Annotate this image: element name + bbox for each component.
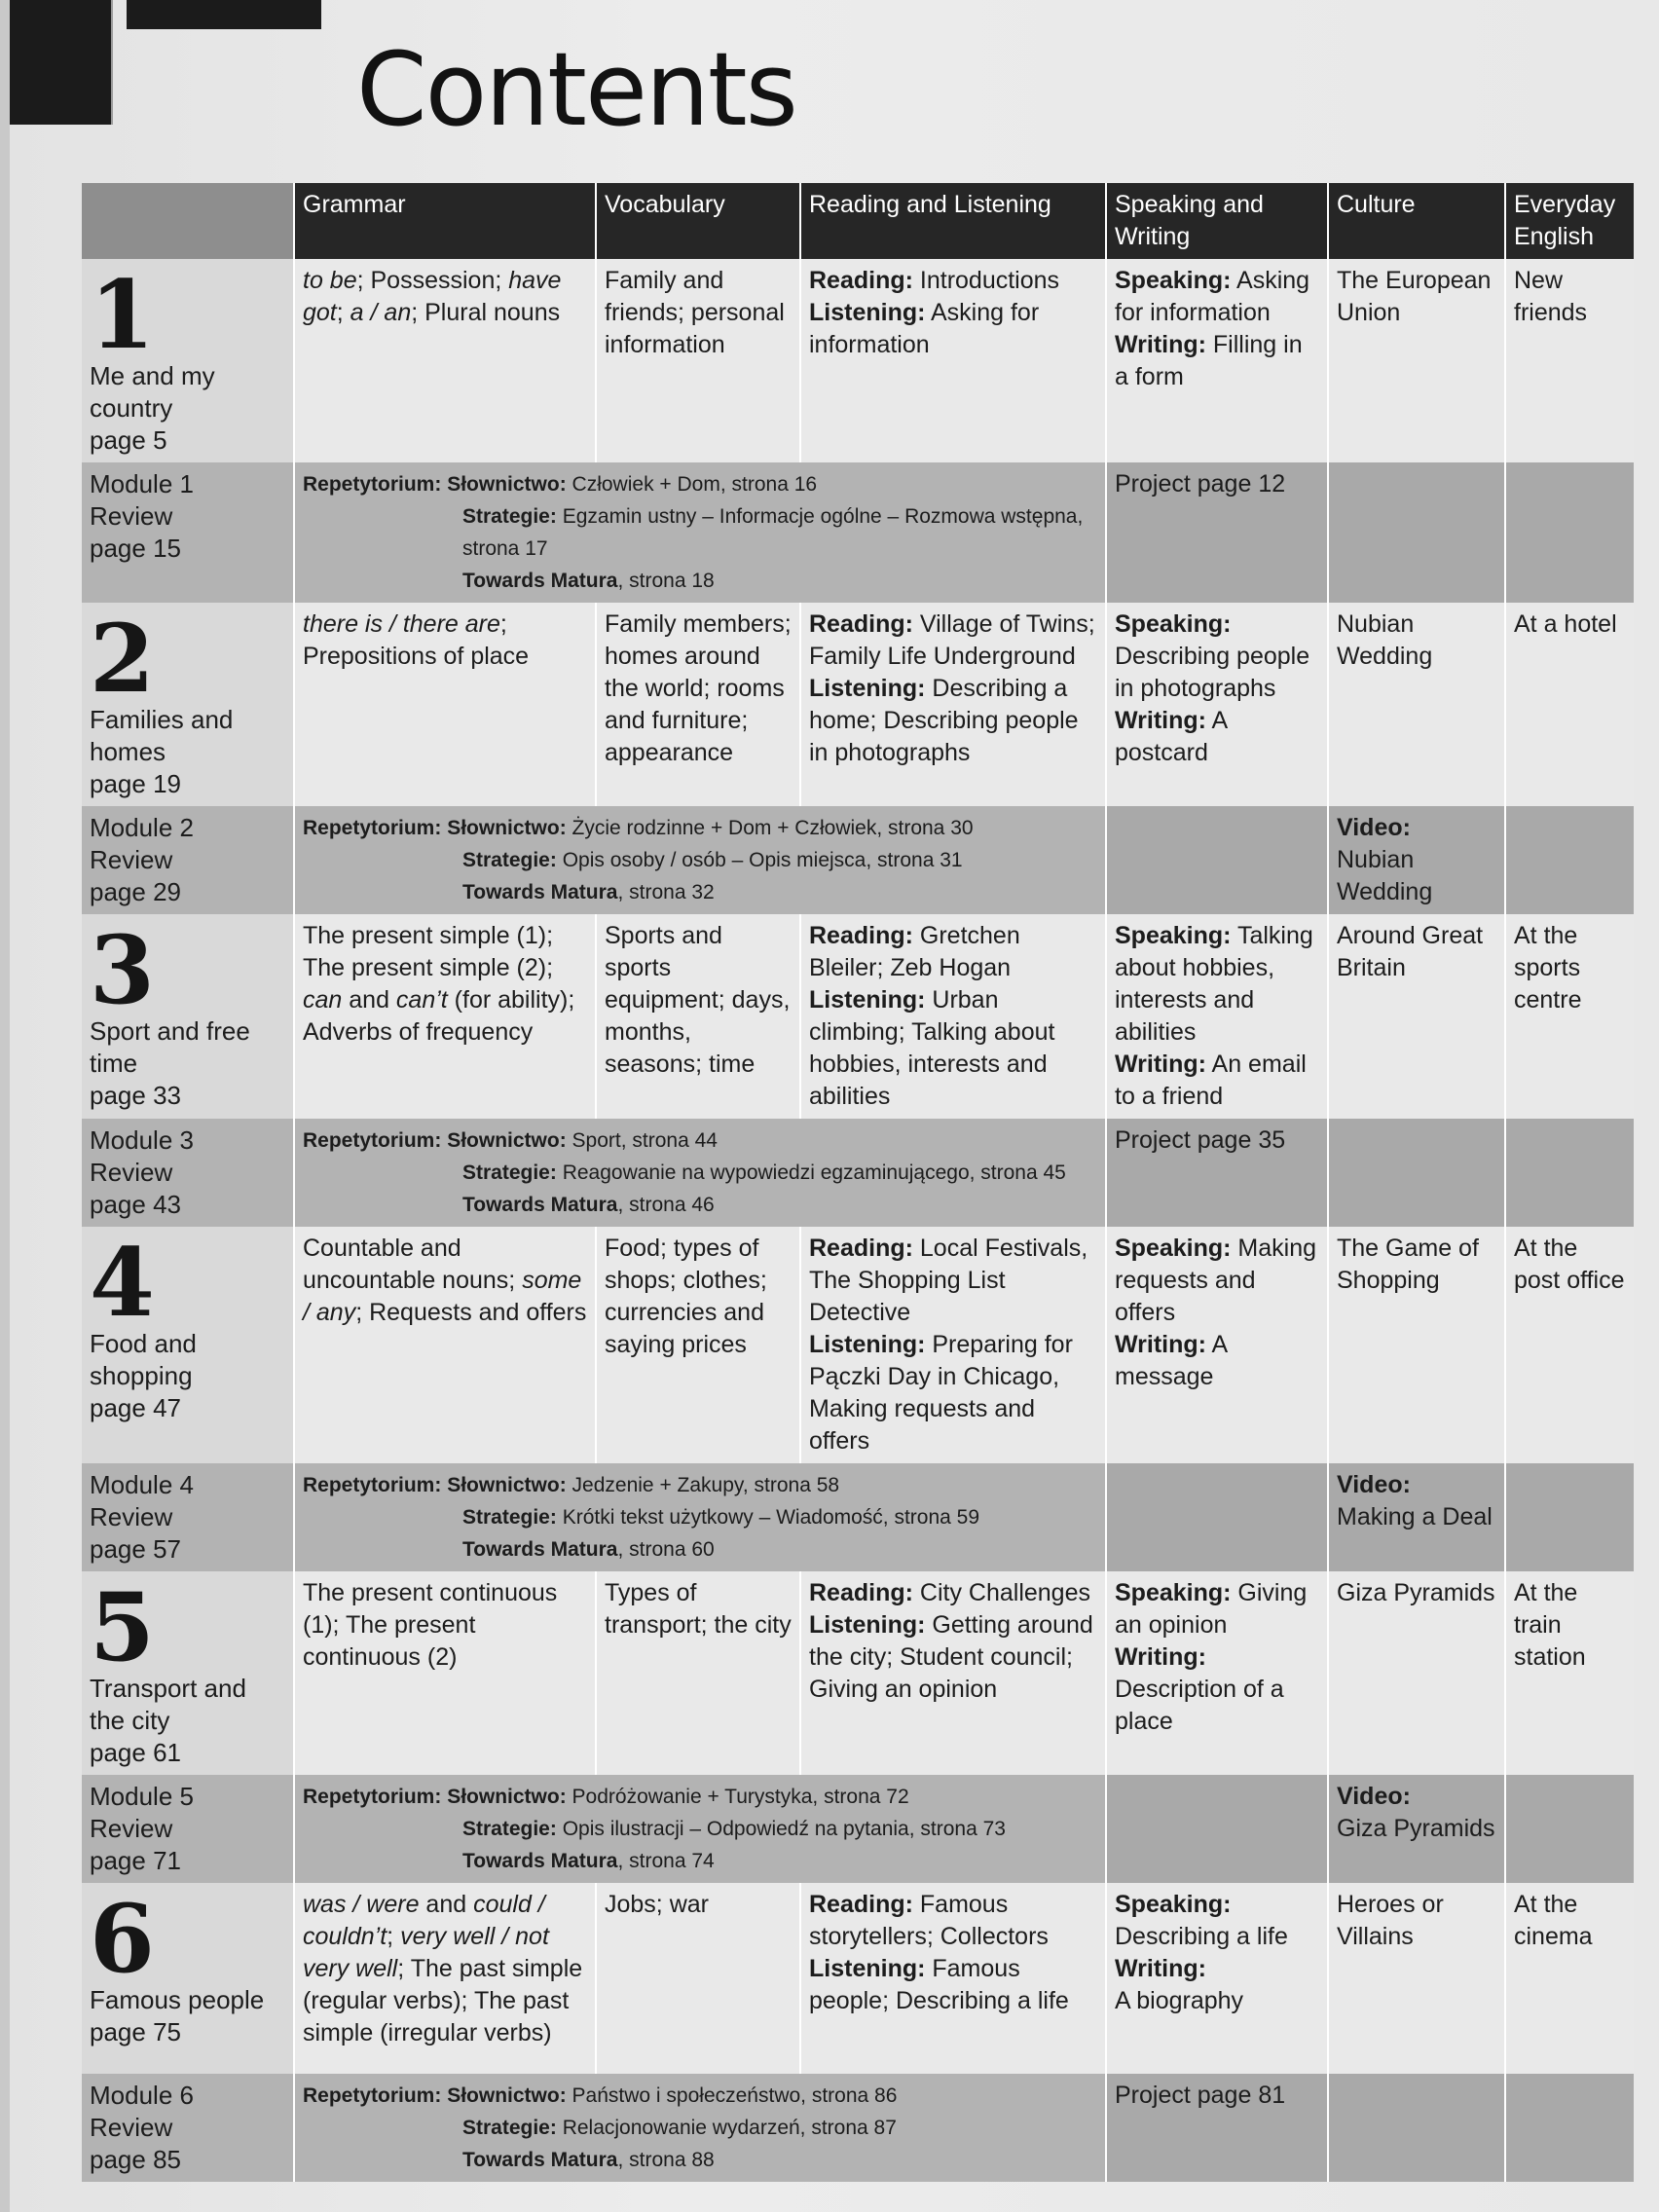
matura-line: [303, 876, 1097, 908]
reading-run: Listening:: [809, 1331, 926, 1358]
unit-row: [82, 259, 1634, 462]
speaking-run: Speaking:: [1115, 922, 1232, 949]
slownictwo-label: Słownictwo:: [447, 1474, 567, 1496]
review-everyday-cell: [1505, 1463, 1634, 1571]
video-label: Video:: [1337, 1471, 1411, 1498]
slownictwo-text: Jedzenie + Zakupy, strona 58: [571, 1474, 840, 1496]
vocabulary-cell: [596, 603, 800, 806]
review-culture-cell: [1328, 462, 1505, 603]
strategie-label: Strategie:: [462, 1506, 557, 1529]
unit-number: 2: [90, 604, 155, 714]
unit-row: [82, 1571, 1634, 1775]
reading-cell: [800, 1883, 1106, 2074]
strategie-label: Strategie:: [462, 2117, 557, 2139]
top-bar-decoration: [127, 0, 321, 29]
reading-run: Urban climbing; Talking about hobbies, interests and abilities: [809, 986, 1055, 1110]
speaking-run: Description of a place: [1115, 1676, 1284, 1735]
matura-label: Towards Matura: [462, 1194, 618, 1216]
grammar-run: ;: [336, 299, 350, 326]
strategie-line: [303, 844, 1097, 876]
strategie-label: Strategie:: [462, 1818, 557, 1840]
reading-run: Describing a home; Describing people in photographs: [809, 675, 1079, 766]
everyday-text: At the train station: [1514, 1579, 1586, 1671]
header-blank: [82, 183, 294, 259]
unit-number: 1: [90, 260, 155, 370]
unit-label-cell: [82, 1571, 294, 1775]
contents-table: [82, 183, 1634, 2182]
repetytorium-label: Repetytorium:: [303, 1786, 442, 1808]
unit-number: 4: [90, 1228, 155, 1338]
unit-label-cell: [82, 603, 294, 806]
grammar-run: (for ability); Adverbs of frequency: [303, 986, 575, 1046]
header-culture: Culture: [1328, 183, 1505, 259]
grammar-run: The present continuous (1); The present continuous (2): [303, 1579, 558, 1671]
grammar-run: ; Prepositions of place: [303, 610, 530, 670]
culture-text: Heroes or Villains: [1337, 1891, 1444, 1950]
speaking-run: Describing people in photographs: [1115, 643, 1310, 702]
repetytorium-line: [303, 468, 1097, 500]
review-label-cell: [82, 462, 294, 603]
repetytorium-line: [303, 1124, 1097, 1157]
header-everyday-english: Everyday English: [1505, 183, 1634, 259]
matura-text: , strona 88: [617, 2149, 715, 2171]
everyday-text: New friends: [1514, 267, 1588, 326]
vocabulary-text: Family and friends; personal information: [605, 267, 785, 358]
vocabulary-text: Family members; homes around the world; rooms and furniture; appearance: [605, 610, 792, 766]
everyday-text: At the sports centre: [1514, 922, 1582, 1014]
review-module: Module 2: [90, 813, 194, 842]
review-everyday-cell: [1505, 462, 1634, 603]
culture-text: The Game of Shopping: [1337, 1235, 1479, 1294]
matura-line: [303, 1533, 1097, 1566]
grammar-run: and: [342, 986, 396, 1014]
speaking-run: Making requests and offers: [1115, 1235, 1317, 1326]
reading-cell: [800, 1571, 1106, 1775]
speaking-run: Speaking:: [1115, 267, 1232, 294]
vocabulary-cell: [596, 1571, 800, 1775]
speaking-run: Speaking:: [1115, 1579, 1232, 1606]
slownictwo-text: Państwo i społeczeństwo, strona 86: [571, 2084, 898, 2107]
unit-label-cell: [82, 1883, 294, 2074]
unit-page: page 5: [90, 425, 167, 455]
review-sub: Review: [90, 1814, 173, 1843]
repetytorium-cell: [294, 1775, 1106, 1883]
contents-body: [82, 259, 1634, 2182]
grammar-run: very well / not very well: [303, 1923, 549, 1982]
review-module: Module 5: [90, 1782, 194, 1811]
project-page: Project page 81: [1115, 2082, 1286, 2109]
review-module: Module 4: [90, 1470, 194, 1499]
speaking-run: Writing:: [1115, 1051, 1206, 1078]
speaking-run: Writing:: [1115, 707, 1206, 734]
everyday-cell: [1505, 1227, 1634, 1463]
review-culture-cell: [1328, 1463, 1505, 1571]
matura-text: , strona 60: [617, 1538, 715, 1561]
review-row: [82, 2074, 1634, 2182]
review-speaking-cell: [1106, 1119, 1328, 1227]
reading-run: Reading:: [809, 267, 913, 294]
matura-line: [303, 1189, 1097, 1221]
speaking-run: Asking for information: [1115, 267, 1310, 326]
reading-run: Reading:: [809, 1891, 913, 1918]
review-page: page 71: [90, 1846, 181, 1875]
review-culture-cell: [1328, 1775, 1505, 1883]
video-title: Nubian Wedding: [1337, 846, 1433, 905]
header-reading-listening: Reading and Listening: [800, 183, 1106, 259]
slownictwo-text: Podróżowanie + Turystyka, strona 72: [571, 1786, 909, 1808]
strategie-line: [303, 1157, 1097, 1189]
unit-page: page 19: [90, 769, 181, 798]
review-page: page 43: [90, 1190, 181, 1219]
grammar-run: to be: [303, 267, 357, 294]
review-sub: Review: [90, 501, 173, 531]
review-everyday-cell: [1505, 1775, 1634, 1883]
project-page: Project page 35: [1115, 1126, 1286, 1154]
repetytorium-label: Repetytorium:: [303, 2084, 442, 2107]
vocabulary-text: Jobs; war: [605, 1891, 709, 1918]
vocabulary-cell: [596, 259, 800, 462]
speaking-run: An email to a friend: [1115, 1051, 1307, 1110]
grammar-run: ; Plural nouns: [411, 299, 561, 326]
culture-cell: [1328, 1571, 1505, 1775]
repetytorium-cell: [294, 462, 1106, 603]
repetytorium-cell: [294, 2074, 1106, 2182]
vocabulary-text: Food; types of shops; clothes; currencies and saying prices: [605, 1235, 767, 1358]
review-page: page 29: [90, 877, 181, 906]
slownictwo-label: Słownictwo:: [447, 1786, 567, 1808]
unit-page: page 75: [90, 2017, 181, 2046]
strategie-text: Opis ilustracji – Odpowiedź na pytania, strona 73: [562, 1818, 1006, 1840]
grammar-cell: [294, 1883, 596, 2074]
reading-cell: [800, 914, 1106, 1119]
strategie-line: [303, 1501, 1097, 1533]
everyday-cell: [1505, 914, 1634, 1119]
review-speaking-cell: [1106, 2074, 1328, 2182]
speaking-run: Writing:: [1115, 1643, 1206, 1671]
speaking-run: Speaking:: [1115, 1235, 1232, 1262]
strategie-label: Strategie:: [462, 1161, 557, 1184]
slownictwo-label: Słownictwo:: [447, 2084, 567, 2107]
corner-divider: [111, 0, 113, 125]
unit-number: 5: [90, 1572, 155, 1682]
slownictwo-label: Słownictwo:: [447, 1129, 567, 1152]
review-row: [82, 1119, 1634, 1227]
reading-run: Getting around the city; Student council; Giving an opinion: [809, 1611, 1093, 1703]
grammar-run: The present simple (1); The present simple (2);: [303, 922, 554, 981]
review-module: Module 1: [90, 469, 194, 498]
review-sub: Review: [90, 845, 173, 874]
strategie-line: [303, 2112, 1097, 2144]
grammar-cell: [294, 1227, 596, 1463]
speaking-run: Filling in a form: [1115, 331, 1303, 390]
page-title: Contents: [356, 30, 796, 149]
review-speaking-cell: [1106, 1775, 1328, 1883]
unit-row: [82, 603, 1634, 806]
grammar-run: could / couldn’t: [303, 1891, 545, 1950]
vocabulary-cell: [596, 914, 800, 1119]
review-speaking-cell: [1106, 806, 1328, 914]
matura-label: Towards Matura: [462, 1850, 618, 1872]
everyday-cell: [1505, 1571, 1634, 1775]
review-sub: Review: [90, 1502, 173, 1531]
vocabulary-text: Types of transport; the city: [605, 1579, 792, 1639]
culture-text: Giza Pyramids: [1337, 1579, 1495, 1606]
speaking-cell: [1106, 1883, 1328, 2074]
slownictwo-label: Słownictwo:: [447, 473, 567, 496]
reading-run: Famous storytellers; Collectors: [809, 1891, 1049, 1950]
unit-number: 3: [90, 915, 155, 1025]
speaking-cell: [1106, 603, 1328, 806]
review-label-cell: [82, 806, 294, 914]
review-everyday-cell: [1505, 1119, 1634, 1227]
reading-run: Local Festivals, The Shopping List Detective: [809, 1235, 1088, 1326]
matura-label: Towards Matura: [462, 1538, 618, 1561]
reading-cell: [800, 603, 1106, 806]
everyday-text: At the post office: [1514, 1235, 1625, 1294]
unit-page: page 33: [90, 1081, 181, 1110]
grammar-run: a / an: [350, 299, 412, 326]
repetytorium-line: [303, 2080, 1097, 2112]
speaking-run: Writing:: [1115, 331, 1206, 358]
review-culture-cell: [1328, 2074, 1505, 2182]
strategie-label: Strategie:: [462, 849, 557, 871]
review-label-cell: [82, 1119, 294, 1227]
review-sub: Review: [90, 1158, 173, 1187]
unit-label-cell: [82, 259, 294, 462]
matura-text: , strona 74: [617, 1850, 715, 1872]
vocabulary-text: Sports and sports equipment; days, months, seasons; time: [605, 922, 791, 1078]
review-row: [82, 806, 1634, 914]
grammar-run: can’t: [395, 986, 448, 1014]
speaking-cell: [1106, 1571, 1328, 1775]
vocabulary-cell: [596, 1227, 800, 1463]
reading-run: Listening:: [809, 1611, 926, 1639]
corner-decoration: [10, 0, 111, 125]
matura-label: Towards Matura: [462, 2149, 618, 2171]
review-everyday-cell: [1505, 2074, 1634, 2182]
reading-run: Gretchen Bleiler; Zeb Hogan: [809, 922, 1020, 981]
unit-row: [82, 914, 1634, 1119]
video-label: Video:: [1337, 814, 1411, 841]
grammar-run: some / any: [303, 1267, 582, 1326]
repetytorium-line: [303, 812, 1097, 844]
strategie-text: Relacjonowanie wydarzeń, strona 87: [562, 2117, 897, 2139]
reading-run: Preparing for Pączki Day in Chicago, Making requests and offers: [809, 1331, 1073, 1455]
speaking-cell: [1106, 259, 1328, 462]
unit-title: Families and homes: [90, 705, 234, 766]
unit-label-cell: [82, 1227, 294, 1463]
review-row: [82, 1775, 1634, 1883]
speaking-run: Speaking:: [1115, 610, 1232, 638]
matura-label: Towards Matura: [462, 881, 618, 903]
slownictwo-text: Życie rodzinne + Dom + Człowiek, strona 30: [571, 817, 974, 839]
everyday-cell: [1505, 259, 1634, 462]
grammar-run: have got: [303, 267, 562, 326]
matura-label: Towards Matura: [462, 570, 618, 592]
grammar-cell: [294, 914, 596, 1119]
culture-cell: [1328, 1883, 1505, 2074]
reading-run: Listening:: [809, 675, 926, 702]
everyday-text: At the cinema: [1514, 1891, 1593, 1950]
header-speaking-writing: Speaking and Writing: [1106, 183, 1328, 259]
review-label-cell: [82, 1775, 294, 1883]
unit-title: Famous people: [90, 1985, 265, 2014]
reading-run: Reading:: [809, 1235, 913, 1262]
reading-run: Reading:: [809, 922, 913, 949]
review-row: [82, 1463, 1634, 1571]
repetytorium-line: [303, 1469, 1097, 1501]
video-label: Video:: [1337, 1783, 1411, 1810]
grammar-run: was / were: [303, 1891, 420, 1918]
matura-line: [303, 2144, 1097, 2176]
reading-run: Listening:: [809, 1955, 926, 1982]
reading-run: Reading:: [809, 610, 913, 638]
project-page: Project page 12: [1115, 470, 1286, 498]
speaking-run: A message: [1115, 1331, 1227, 1390]
unit-title: Sport and free time: [90, 1016, 250, 1078]
everyday-cell: [1505, 603, 1634, 806]
repetytorium-label: Repetytorium:: [303, 817, 442, 839]
unit-page: page 47: [90, 1393, 181, 1422]
repetytorium-cell: [294, 1119, 1106, 1227]
strategie-line: [303, 1813, 1097, 1845]
speaking-run: Describing a life: [1115, 1923, 1288, 1950]
review-culture-cell: [1328, 1119, 1505, 1227]
review-module: Module 6: [90, 2081, 194, 2110]
culture-cell: [1328, 1227, 1505, 1463]
header-grammar: Grammar: [294, 183, 596, 259]
unit-row: [82, 1227, 1634, 1463]
repetytorium-label: Repetytorium:: [303, 1474, 442, 1496]
speaking-run: A postcard: [1115, 707, 1227, 766]
review-speaking-cell: [1106, 1463, 1328, 1571]
grammar-run: can: [303, 986, 343, 1014]
reading-run: Village of Twins; Family Life Underground: [809, 610, 1095, 670]
everyday-cell: [1505, 1883, 1634, 2074]
strategie-line: [303, 500, 1097, 565]
review-label-cell: [82, 1463, 294, 1571]
grammar-cell: [294, 1571, 596, 1775]
unit-title: Food and shopping: [90, 1329, 197, 1390]
everyday-text: At a hotel: [1514, 610, 1617, 638]
reading-cell: [800, 1227, 1106, 1463]
vocabulary-cell: [596, 1883, 800, 2074]
speaking-run: Writing:: [1115, 1331, 1206, 1358]
speaking-run: Giving an opinion: [1115, 1579, 1308, 1639]
reading-run: Listening:: [809, 299, 926, 326]
culture-cell: [1328, 259, 1505, 462]
repetytorium-cell: [294, 1463, 1106, 1571]
speaking-cell: [1106, 914, 1328, 1119]
reading-run: Reading:: [809, 1579, 913, 1606]
matura-line: [303, 565, 1097, 597]
speaking-cell: [1106, 1227, 1328, 1463]
unit-number: 6: [90, 1884, 155, 1994]
grammar-run: Countable and uncountable nouns;: [303, 1235, 523, 1294]
reading-run: Asking for information: [809, 299, 1040, 358]
review-module: Module 3: [90, 1125, 194, 1155]
review-page: page 85: [90, 2145, 181, 2174]
repetytorium-line: [303, 1781, 1097, 1813]
grammar-run: and: [419, 1891, 474, 1918]
review-label-cell: [82, 2074, 294, 2182]
unit-row: [82, 1883, 1634, 2074]
grammar-cell: [294, 603, 596, 806]
review-culture-cell: [1328, 806, 1505, 914]
grammar-run: ; Possession;: [356, 267, 509, 294]
speaking-run: Talking about hobbies, interests and abilities: [1115, 922, 1313, 1046]
reading-cell: [800, 259, 1106, 462]
speaking-run: A biography: [1115, 1987, 1244, 2014]
grammar-run: ;: [387, 1923, 401, 1950]
matura-line: [303, 1845, 1097, 1877]
reading-run: Introductions: [912, 267, 1060, 294]
review-page: page 57: [90, 1534, 181, 1564]
culture-cell: [1328, 603, 1505, 806]
strategie-label: Strategie:: [462, 505, 557, 528]
speaking-run: Speaking:: [1115, 1891, 1232, 1918]
review-page: page 15: [90, 534, 181, 563]
unit-page: page 61: [90, 1738, 181, 1767]
unit-title: Transport and the city: [90, 1674, 246, 1735]
strategie-text: Egzamin ustny – Informacje ogólne – Rozmowa wstępna, strona 17: [462, 505, 1084, 560]
matura-text: , strona 18: [617, 570, 715, 592]
unit-title: Me and my country: [90, 361, 215, 423]
slownictwo-text: Człowiek + Dom, strona 16: [571, 473, 818, 496]
video-title: Giza Pyramids: [1337, 1815, 1495, 1842]
matura-text: , strona 32: [617, 881, 715, 903]
grammar-run: there is / there are: [303, 610, 500, 638]
column-header-row: [82, 183, 1634, 259]
review-sub: Review: [90, 2113, 173, 2142]
culture-text: The European Union: [1337, 267, 1492, 326]
strategie-text: Opis osoby / osób – Opis miejsca, strona 31: [562, 849, 963, 871]
repetytorium-label: Repetytorium:: [303, 1129, 442, 1152]
grammar-run: ; Requests and offers: [355, 1299, 587, 1326]
reading-run: Listening:: [809, 986, 926, 1014]
grammar-cell: [294, 259, 596, 462]
grammar-run: ; The past simple (regular verbs); The past simple (irregular verbs): [303, 1955, 583, 2046]
culture-cell: [1328, 914, 1505, 1119]
speaking-run: Writing:: [1115, 1955, 1206, 1982]
unit-label-cell: [82, 914, 294, 1119]
culture-text: Nubian Wedding: [1337, 610, 1433, 670]
reading-run: Famous people; Describing a life: [809, 1955, 1069, 2014]
matura-text: , strona 46: [617, 1194, 715, 1216]
repetytorium-cell: [294, 806, 1106, 914]
review-everyday-cell: [1505, 806, 1634, 914]
review-row: [82, 462, 1634, 603]
strategie-text: Reagowanie na wypowiedzi egzaminującego, strona 45: [562, 1161, 1066, 1184]
video-title: Making a Deal: [1337, 1503, 1493, 1530]
header-vocabulary: Vocabulary: [596, 183, 800, 259]
review-speaking-cell: [1106, 462, 1328, 603]
reading-run: City Challenges: [912, 1579, 1090, 1606]
repetytorium-label: Repetytorium:: [303, 473, 442, 496]
culture-text: Around Great Britain: [1337, 922, 1484, 981]
slownictwo-text: Sport, strona 44: [571, 1129, 718, 1152]
slownictwo-label: Słownictwo:: [447, 817, 567, 839]
strategie-text: Krótki tekst użytkowy – Wiadomość, strona 59: [562, 1506, 980, 1529]
